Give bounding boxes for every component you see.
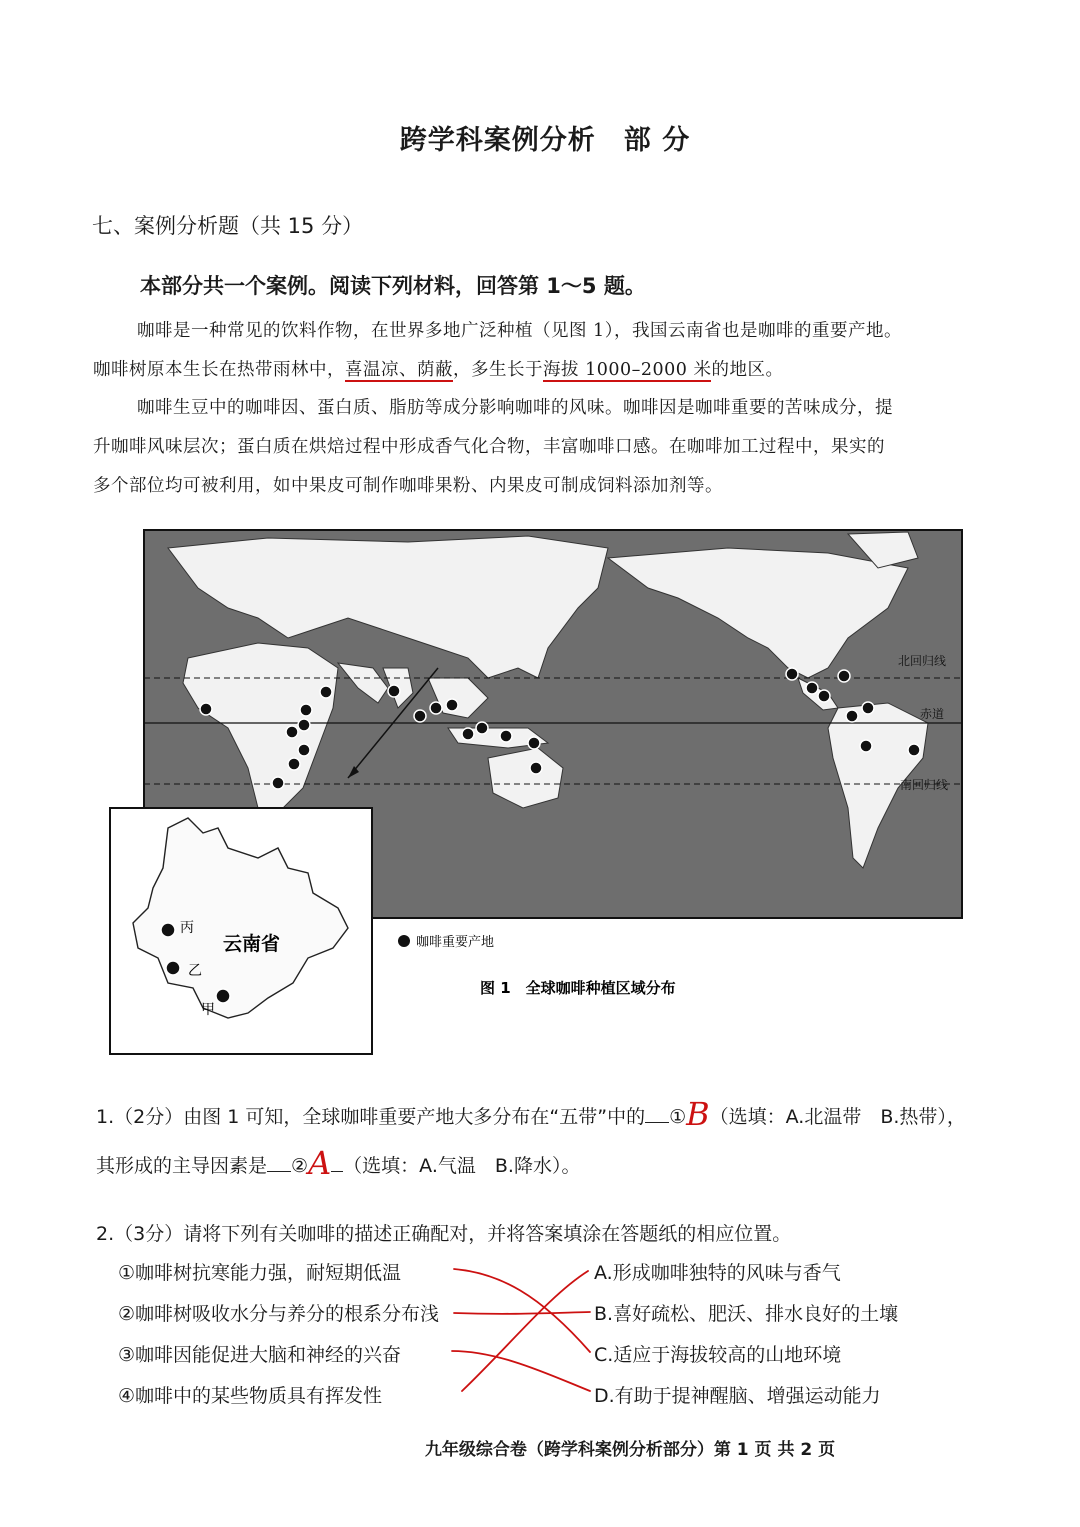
- label-jia: 甲: [201, 1002, 215, 1018]
- label-yi: 乙: [188, 963, 202, 979]
- para1-line2-mid: ，多生长于: [453, 360, 543, 380]
- page-title: 跨学科案例分析 部 分: [399, 125, 691, 156]
- q1-line1-pre: 1.（2分）由图 1 可知，全球咖啡重要产地大多分布在“五带”中的: [96, 1106, 646, 1128]
- coffee-marker: [806, 682, 818, 694]
- coffee-marker: [200, 703, 212, 715]
- coffee-marker: [838, 670, 850, 682]
- q1-blank1-number: ①: [669, 1106, 687, 1128]
- figure-caption: 图 1 全球咖啡种植区域分布: [480, 979, 676, 997]
- legend-marker-icon: [398, 935, 410, 947]
- paragraph-2: [93, 389, 1023, 506]
- coffee-marker: [528, 737, 540, 749]
- q2-right-column: [594, 1258, 898, 1422]
- coffee-marker: [908, 744, 920, 756]
- q2-right-item-b: B.喜好疏松、肥沃、排水良好的土壤: [594, 1303, 899, 1325]
- section-heading: 七、案例分析题（共 15 分）: [92, 214, 364, 238]
- marker-yi: [166, 961, 180, 975]
- marker-bing: [161, 923, 175, 937]
- coffee-marker: [500, 730, 512, 742]
- paragraph-1: [93, 312, 1023, 390]
- coffee-marker: [786, 668, 798, 680]
- para1-underline-2: 海拔 1000–2000 米: [543, 360, 712, 380]
- coffee-marker: [286, 726, 298, 738]
- q1-line2-post: （选填：A.气温 B.降水）。: [343, 1155, 581, 1177]
- legend-label: 咖啡重要产地: [416, 935, 495, 950]
- intro-text: 本部分共一个案例。阅读下列材料，回答第 1～5 题。: [140, 274, 646, 298]
- q1-line1-post: （选填：A.北温带 B.热带），: [709, 1106, 966, 1128]
- coffee-marker: [476, 722, 488, 734]
- q2-left-item-4: ④咖啡中的某些物质具有挥发性: [118, 1385, 383, 1407]
- para2-line2: 升咖啡风味层次；蛋白质在烘焙过程中形成香气化合物，丰富咖啡口感。在咖啡加工过程中，果实的: [93, 437, 885, 457]
- q2-left-item-3: ③咖啡因能促进大脑和神经的兴奋: [118, 1344, 402, 1366]
- coffee-marker: [862, 702, 874, 714]
- q2-right-item-c: C.适应于海拔较高的山地环境: [594, 1344, 842, 1366]
- coffee-marker: [388, 685, 400, 697]
- handwritten-match-lines: [440, 1255, 600, 1405]
- q2-right-item-d: D.有助于提神醒脑、增强运动能力: [594, 1385, 881, 1407]
- coffee-marker: [530, 762, 542, 774]
- coffee-marker: [462, 728, 474, 740]
- para2-line1: 咖啡生豆中的咖啡因、蛋白质、脂肪等成分影响咖啡的风味。咖啡因是咖啡重要的苦味成分，提: [137, 398, 893, 418]
- coffee-marker: [414, 710, 426, 722]
- coffee-marker: [860, 740, 872, 752]
- q1-handwritten-answer-2: A: [308, 1144, 332, 1182]
- q2-left-column: [118, 1258, 439, 1422]
- q1-line2-pre: 其形成的主导因素是: [96, 1155, 268, 1177]
- label-yunnan: 云南省: [223, 933, 281, 955]
- coffee-marker: [846, 710, 858, 722]
- coffee-marker: [320, 686, 332, 698]
- para1-line1: 咖啡是一种常见的饮料作物，在世界多地广泛种植（见图 1），我国云南省也是咖啡的重要产地。: [137, 321, 902, 341]
- tropic-capricorn-label: 南回归线: [900, 778, 949, 792]
- marker-jia: [216, 989, 230, 1003]
- coffee-marker: [446, 699, 458, 711]
- match-line-3-d: [452, 1351, 590, 1391]
- coffee-marker: [298, 719, 310, 731]
- q2-left-item-1: ①咖啡树抗寒能力强，耐短期低温: [118, 1262, 402, 1284]
- q1-handwritten-answer-1: B: [686, 1095, 710, 1133]
- para1-line2-post: 的地区。: [711, 360, 784, 380]
- q1-blank2-number: ②: [291, 1155, 309, 1177]
- q2-stem: 2.（3分）请将下列有关咖啡的描述正确配对，并将答案填涂在答题纸的相应位置。: [96, 1223, 792, 1245]
- coffee-world-map: [108, 528, 968, 1058]
- label-bing: 丙: [180, 920, 194, 936]
- equator-label: 赤道: [920, 707, 945, 721]
- coffee-marker: [298, 744, 310, 756]
- q2-right-item-a: A.形成咖啡独特的风味与香气: [594, 1262, 841, 1284]
- coffee-marker: [272, 777, 284, 789]
- q2-left-item-2: ②咖啡树吸收水分与养分的根系分布浅: [118, 1303, 440, 1325]
- coffee-marker: [288, 758, 300, 770]
- tropic-cancer-label: 北回归线: [898, 654, 947, 668]
- page-footer: 九年级综合卷（跨学科案例分析部分）第 1 页 共 2 页: [424, 1440, 836, 1460]
- para1-underline-1: 喜温凉、荫蔽: [345, 360, 453, 380]
- coffee-marker: [818, 690, 830, 702]
- para1-line2-pre: 咖啡树原本生长在热带雨林中，: [93, 360, 345, 380]
- question-1: [96, 1090, 1056, 1188]
- coffee-marker: [430, 702, 442, 714]
- match-line-2-b: [454, 1312, 590, 1314]
- match-line-1-c: [454, 1269, 590, 1352]
- para2-line3: 多个部位均可被利用，如中果皮可制作咖啡果粉、内果皮可制成饲料添加剂等。: [93, 476, 723, 496]
- match-line-4-a: [462, 1271, 588, 1391]
- coffee-marker: [300, 704, 312, 716]
